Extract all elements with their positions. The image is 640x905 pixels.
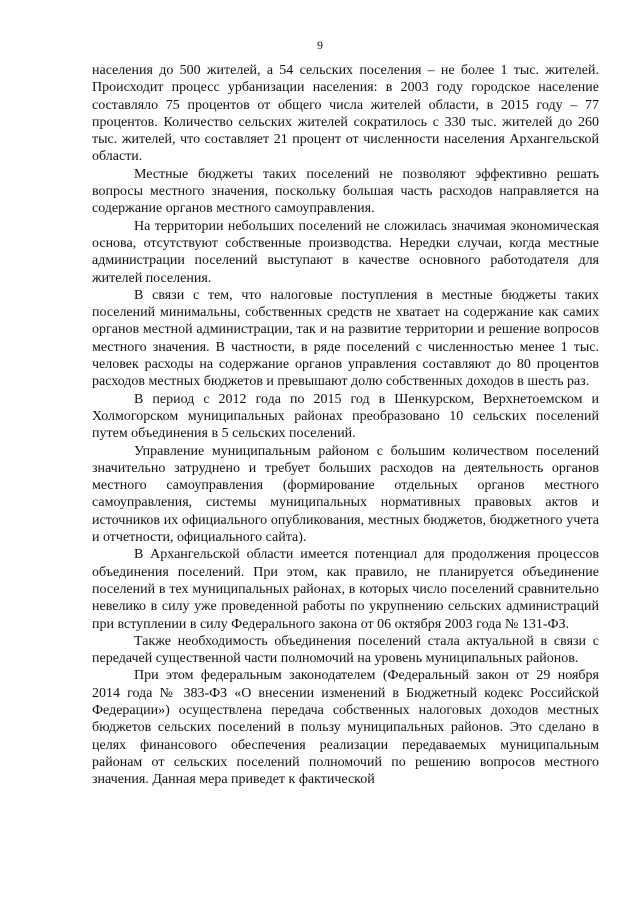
paragraph-district-management: Управление муниципальным районом с большим количеством поселений значительно затруднено и требует больших расходов на деятельность органов местного самоуправления (формирование отдельных органов местного самоуправления, системы муниципальных нормативных правовых актов и источников их официального опубликования, местных бюджетов, бюджетного учета и отчетности, официального сайта).	[92, 443, 599, 546]
page-number: 9	[317, 38, 323, 52]
paragraph-federal-law: При этом федеральным законодателем (Федеральный закон от 29 ноября 2014 года № 383-ФЗ «О внесении изменений в Бюджетный кодекс Российской Федерации») осуществлена передача собственных налоговых доходов местных бюджетов сельских поселений в пользу муниципальных районов. Это сделано в целях финансового обеспечения реализации передаваемых муниципальным районам от сельских поселений полномочий по решению вопросов местного значения. Данная мера приведет к фактической	[92, 668, 599, 788]
paragraph-tax-revenue: В связи с тем, что налоговые поступления в местные бюджеты таких поселений минимальны, собственных средств не хватает на содержание как самих органов местной администрации, так и на развитие территории и решение вопросов местного значения. В частности, в ряде поселений с численностью менее 1 тыс. человек расходы на содержание органов управления составляют до 80 процентов расходов местных бюджетов и превышают долю собственных доходов в шесть раз.	[92, 287, 599, 390]
paragraph-powers-transfer: Также необходимость объединения поселений стала актуальной в связи с передачей существенной части полномочий на уровень муниципальных районов.	[92, 633, 599, 667]
document-body	[92, 62, 599, 788]
paragraph-economic-base: На территории небольших поселений не сложилась значимая экономическая основа, отсутствуют собственные производства. Нередки случаи, когда местные администрации поселений выступают в качестве основного работодателя для жителей поселения.	[92, 218, 599, 286]
paragraph-continuation: населения до 500 жителей, а 54 сельских поселения – не более 1 тыс. жителей. Происходит процесс урбанизации населения: в 2003 году городское население составляло 75 процентов от общего числа жителей области, в 2015 году – 77 процентов. Количество сельских жителей сократилось с 330 тыс. жителей до 260 тыс. жителей, что составляет 21 процент от численности населения Архангельской области.	[92, 63, 599, 165]
paragraph-merger-period: В период с 2012 года по 2015 год в Шенкурском, Верхнетоемском и Холмогорском муниципальных районах преобразовано 10 сельских поселений путем объединения в 5 сельских поселений.	[92, 391, 599, 442]
paragraph-merger-potential: В Архангельской области имеется потенциал для продолжения процессов объединения поселений. При этом, как правило, не планируется объединение поселений в тех муниципальных районах, в которых число поселений сравнительно невелико в силу уже проведенной работы по укрупнению сельских администраций при вступлении в силу Федерального закона от 06 октября 2003 года № 131-ФЗ.	[92, 547, 599, 632]
paragraph-local-budgets: Местные бюджеты таких поселений не позволяют эффективно решать вопросы местного значения, поскольку большая часть расходов направляется на содержание органов местного самоуправления.	[92, 166, 599, 217]
